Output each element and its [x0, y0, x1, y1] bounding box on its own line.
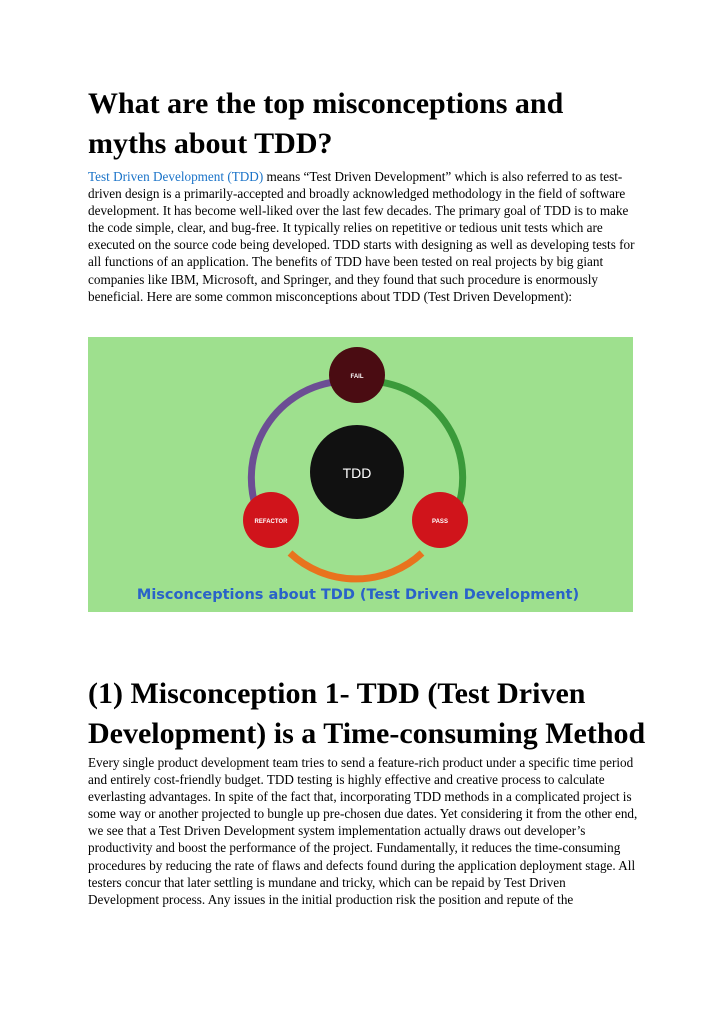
arc-pass-to-refactor	[290, 553, 422, 579]
fail-node-label: FAIL	[350, 374, 364, 380]
tdd-cycle-diagram	[88, 337, 633, 612]
tdd-link[interactable]: Test Driven Development (TDD)	[88, 169, 264, 184]
section-paragraph-misconception-1: Every single product development team tries to send a feature-rich product under a specific time period and entirely cost-friendly budget. TDD testing is highly effective and creative process to calculate everlasting advantages. In spite of the fact that, incorporating TDD methods in a complicated project is some way or another projected to bungle up pre-chosen due dates. Yet considering it from the other end, we see that a Test Driven Development system implementation actually draws out developer’s productivity and boost the performance of the project. Fundamentally, it reduces the time-consuming procedures by reducing the rate of flaws and defects found during the application deployment stage. All testers concur that later settling is mundane and tricky, which can be repaid by Test Driven Development process. Any issues in the initial production risk the position and repute of the	[88, 755, 638, 907]
pass-node-label: PASS	[432, 519, 448, 525]
intro-text: means “Test Driven Development” which is also referred to as test-driven design is a primarily-accepted and broadly acknowledged methodology in the field of software development. It has become well-liked over the last few decades. The primary goal of TDD is to make the code simple, clear, and bug-free. It typically relies on repetitive or tedious unit tests which are executed on the source code being developed. TDD starts with designing as well as developing tests for all functions of an application. The benefits of TDD have been tested on real projects by big giant companies like IBM, Microsoft, and Springer, and they found that such procedure is enormously beneficial. Here are some common misconceptions about TDD (Test Driven Development):	[88, 169, 635, 304]
center-tdd-label: TDD	[342, 465, 372, 481]
intro-paragraph	[88, 168, 638, 305]
page-title: What are the top misconceptions and myths about TDD?	[88, 87, 564, 160]
refactor-node-label: REFACTOR	[254, 519, 288, 525]
tdd-cycle-figure	[88, 337, 633, 612]
section-heading-misconception-1: (1) Misconception 1- TDD (Test Driven Development) is a Time-consuming Method	[88, 677, 646, 750]
figure-caption: Misconceptions about TDD (Test Driven Development)	[136, 587, 580, 603]
